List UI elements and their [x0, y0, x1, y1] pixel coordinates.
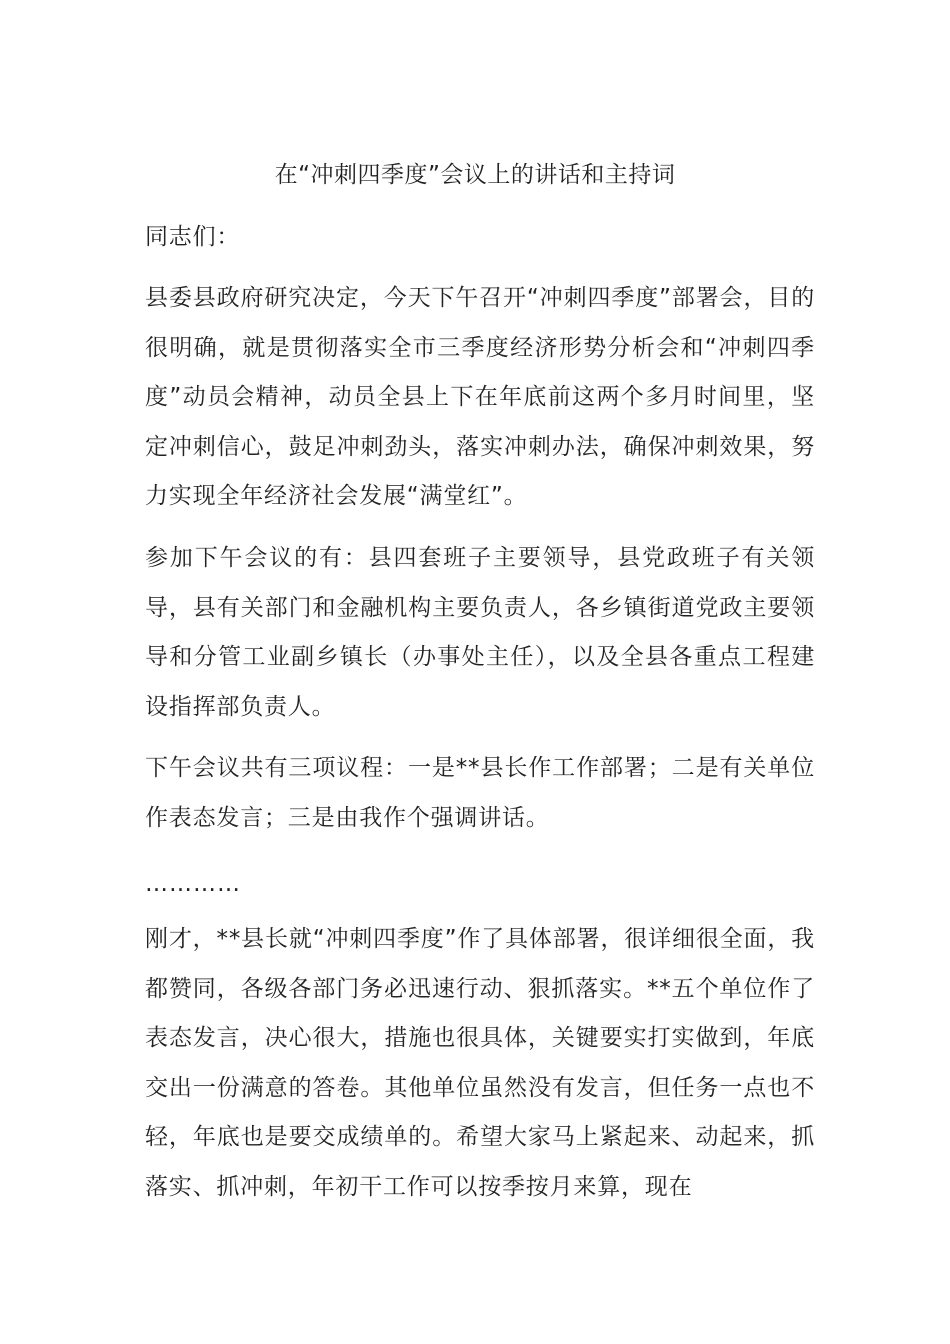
omission-ellipsis: …………	[145, 871, 241, 897]
paragraph-attendees: 参加下午会议的有：县四套班子主要领导，县党政班子有关领导，县有关部门和金融机构主要负责人，各乡镇街道党政主要领导和分管工业副乡镇长（办事处主任），以及全县各重点工程建设指挥部负责人。	[145, 545, 815, 720]
paragraph-agenda: 下午会议共有三项议程：一是**县长作工作部署；二是有关单位作表态发言；三是由我作个强调讲话。	[145, 755, 815, 831]
paragraph-speech: 刚才，**县长就“冲刺四季度”作了具体部署，很详细很全面，我都赞同，各级各部门务必迅速行动、狠抓落实。**五个单位作了表态发言，决心很大，措施也很具体，关键要实打实做到，年底交出一份满意的答卷。其他单位虽然没有发言，但任务一点也不轻，年底也是要交成绩单的。希望大家马上紧起来、动起来，抓落实、抓冲刺，年初干工作可以按季按月来算，现在	[145, 926, 815, 1200]
greeting: 同志们：	[145, 224, 241, 250]
document-title: 在“冲刺四季度”会议上的讲话和主持词	[274, 162, 676, 188]
paragraph-meeting-purpose: 县委县政府研究决定，今天下午召开“冲刺四季度”部署会，目的很明确，就是贯彻落实全市三季度经济形势分析会和“冲刺四季度”动员会精神，动员全县上下在年底前这两个多月时间里，坚定冲刺信心，鼓足冲刺劲头，落实冲刺办法，确保冲刺效果，努力实现全年经济社会发展“满堂红”。	[145, 285, 815, 509]
